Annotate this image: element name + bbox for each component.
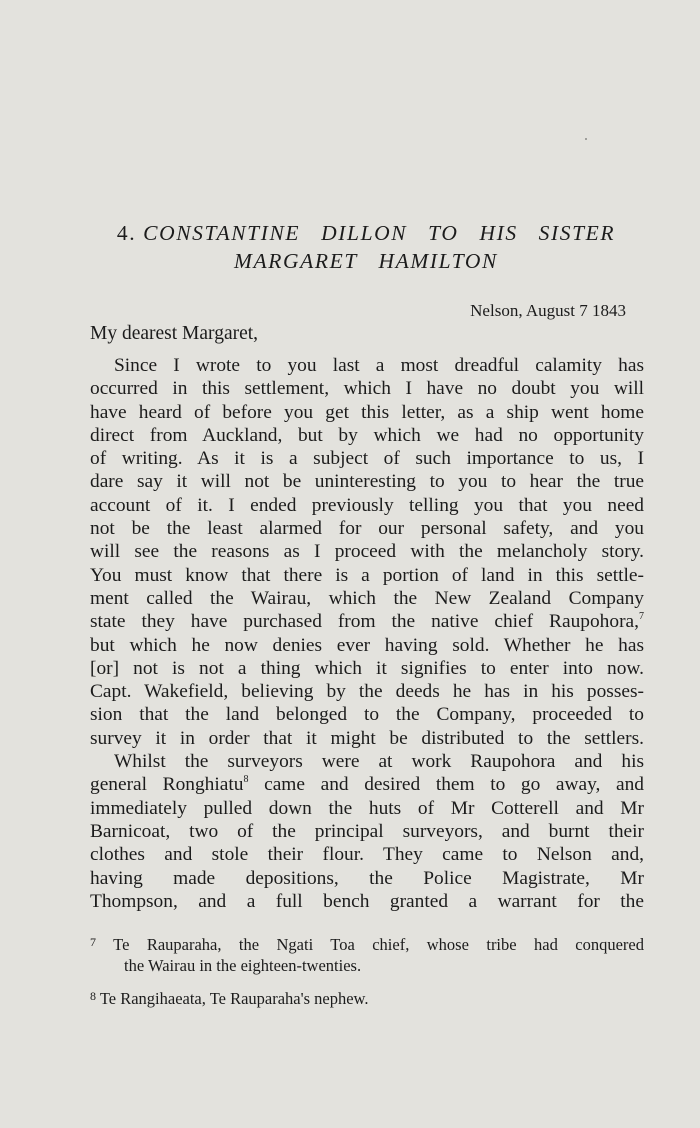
footnote-ref-8: 8: [243, 774, 249, 786]
body-line: but which he now denies ever having sold. Whether he has: [90, 634, 644, 656]
dateline: Nelson, August 7 1843: [470, 301, 626, 320]
body-line: clothes and stole their flour. They came to Nelson and,: [90, 844, 644, 866]
footnote-number: 8: [90, 989, 96, 1003]
footnote-line: the Wairau in the eighteen-twenties.: [124, 956, 362, 975]
letter-number: 4.: [116, 221, 137, 245]
body-line-text: came and desired them to go away, and: [264, 774, 644, 796]
salutation: My dearest Margaret,: [90, 323, 259, 344]
body-line: account of it. I ended previously telling you that you need: [90, 494, 644, 516]
body-line: Capt. Wakefield, believing by the deeds he has in his posses-: [90, 681, 644, 703]
body-line: of writing. As it is a subject of such importance to us, I: [90, 448, 644, 470]
body-line: Since I wrote to you last a most dreadful calamity has: [114, 355, 644, 376]
letter-heading: [90, 219, 642, 275]
heading-line-1: [90, 219, 642, 247]
footnote-text: Te Rauparaha, the Ngati Toa chief, whose tribe had conquered: [113, 935, 644, 954]
body-line: Thompson, and a full bench granted a warrant for the: [90, 890, 644, 912]
footnote-text: Te Rangihaeata, Te Rauparaha's nephew.: [99, 989, 369, 1008]
body-line: dare say it will not be uninteresting to you to hear the true: [90, 471, 644, 493]
body-line: [90, 610, 644, 633]
letter-body: [90, 354, 644, 913]
heading-title-line-2: MARGARET HAMILTON: [234, 249, 498, 273]
footnote-8: [90, 986, 644, 1009]
footnotes: [90, 932, 644, 1009]
footnote-line: [90, 932, 644, 955]
body-line: will see the reasons as I proceed with the melancholy story.: [90, 541, 644, 563]
body-line: ment called the Wairau, which the New Zealand Company: [90, 587, 644, 609]
body-line: having made depositions, the Police Magistrate, Mr: [90, 867, 644, 889]
footnote-line: [90, 986, 644, 1009]
paper-speck: [585, 138, 587, 140]
body-line-text: general Ronghiatu: [90, 774, 244, 796]
body-line: Whilst the surveyors were at work Raupohora and his: [114, 751, 644, 773]
footnote-7: [90, 932, 644, 976]
footnote-ref-7: 7: [639, 611, 644, 623]
body-line: have heard of before you get this letter, as a ship went home: [90, 401, 644, 423]
body-line-text: state they have purchased from the native chief Raupohora,: [90, 611, 639, 633]
footnote-number: 7: [90, 935, 96, 949]
body-line: [90, 773, 644, 796]
body-line: Barnicoat, two of the principal surveyors, and burnt their: [90, 820, 644, 842]
body-line: immediately pulled down the huts of Mr Cotterell and Mr: [90, 797, 644, 819]
body-line: occurred in this settlement, which I have no doubt you will: [90, 378, 644, 400]
body-line: sion that the land belonged to the Company, proceeded to: [90, 704, 644, 726]
heading-title-line-1: CONSTANTINE DILLON TO HIS SISTER: [143, 221, 616, 245]
body-line: not be the least alarmed for our personal safety, and you: [90, 518, 644, 540]
body-line: direct from Auckland, but by which we had no opportunity: [90, 424, 644, 446]
body-line: survey it in order that it might be distributed to the settlers.: [90, 727, 644, 749]
body-line: You must know that there is a portion of land in this settle-: [90, 564, 644, 586]
body-line: [or] not is not a thing which it signifies to enter into now.: [90, 657, 644, 679]
